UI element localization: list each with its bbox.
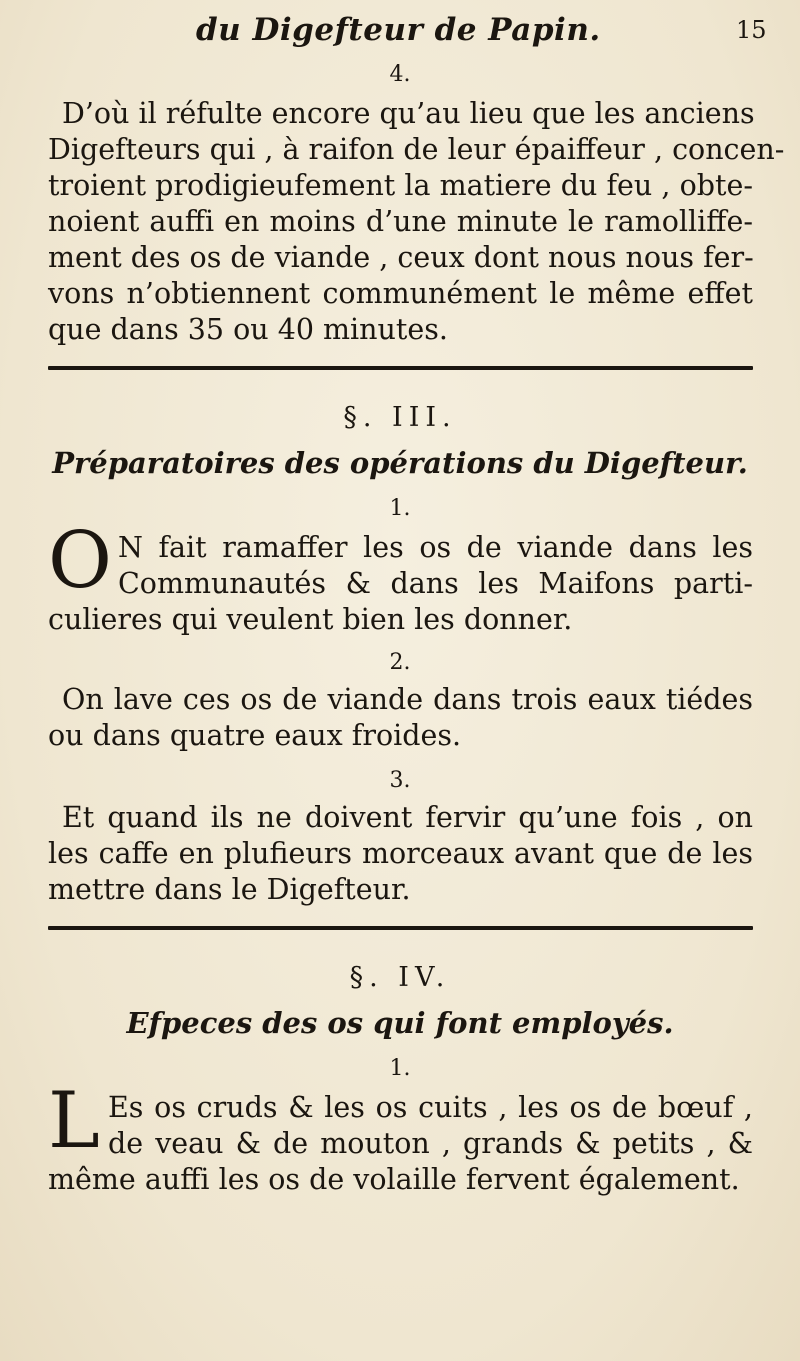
item-number: 1. [389, 1056, 411, 1081]
item-number: 3. [389, 768, 411, 793]
text-line: noient auffi en moins d’une minute le ramolliffe- [48, 205, 753, 238]
text-line: Et quand ils ne doivent fervir qu’une fois , on [62, 801, 753, 834]
section-title: Efpeces des os qui font employés. [126, 1006, 674, 1040]
text-line: On lave ces os de viande dans trois eaux tiédes [62, 683, 753, 716]
text-line: de veau & de mouton , grands & petits , & [108, 1127, 753, 1160]
section-mark: §. IV. [349, 962, 451, 993]
text-line: culieres qui veulent bien les donner. [48, 603, 573, 636]
text-line: même auffi les os de volaille fervent également. [48, 1163, 740, 1196]
section-title: Préparatoires des opérations du Digefteur. [52, 446, 748, 480]
text-line: mettre dans le Digefteur. [48, 873, 411, 906]
text-line: Digefteurs qui , à raifon de leur épaiffeur , concen- [48, 133, 785, 166]
page-header [0, 8, 800, 48]
text-line: les caffe en plufieurs morceaux avant que de les [48, 837, 753, 870]
section-rule [48, 366, 753, 370]
drop-cap: L [48, 1076, 100, 1166]
text-line: Es os cruds & les os cuits , les os de bœuf , [108, 1091, 753, 1124]
section-mark: §. III. [343, 402, 457, 433]
text-line: que dans 35 ou 40 minutes. [48, 313, 448, 346]
drop-cap: O [48, 516, 112, 606]
text-line: D’où il réfulte encore qu’au lieu que les anciens [62, 97, 755, 130]
page-number: 15 [736, 16, 767, 44]
paragraph-number: 4. [389, 62, 411, 87]
item-number: 2. [389, 650, 411, 675]
text-line: Communautés & dans les Maifons parti- [118, 567, 753, 600]
text-line: troient prodigieufement la matiere du feu , obte- [48, 169, 753, 202]
text-line: ou dans quatre eaux froides. [48, 719, 462, 752]
text-line: ment des os de viande , ceux dont nous nous fer- [48, 241, 754, 274]
item-number: 1. [389, 496, 411, 521]
text-line: vons n’obtiennent communément le même effet [48, 277, 753, 310]
running-title: du Digefteur de Papin. [196, 12, 601, 48]
section-rule [48, 926, 753, 930]
text-line: N fait ramaffer les os de viande dans les [118, 531, 753, 564]
